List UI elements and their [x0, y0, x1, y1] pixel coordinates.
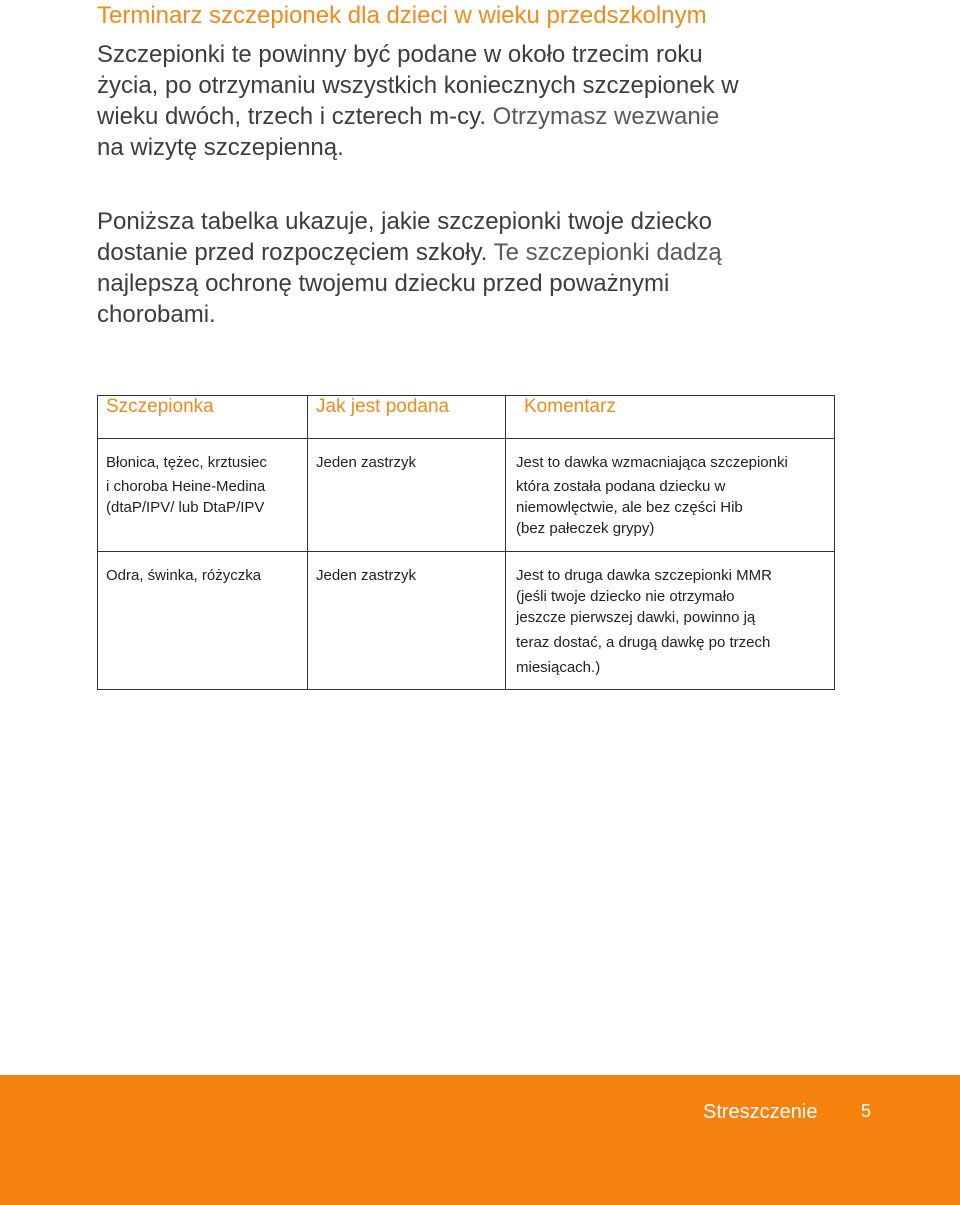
vaccine-cell	[98, 439, 308, 552]
cell-line: Odra, świnka, różyczka	[106, 567, 262, 584]
intro-line: wieku dwóch, trzech i czterech m-cy.	[97, 103, 487, 130]
intro-line: chorobami.	[97, 301, 216, 328]
intro-line: najlepszą ochronę twojemu dziecku przed poważnymi	[97, 270, 670, 297]
page-number: 5	[861, 1101, 872, 1121]
page-title: Terminarz szczepionek dla dzieci w wieku przedszkolnym	[97, 2, 707, 29]
footer-bar	[0, 1075, 960, 1205]
table-row	[98, 439, 835, 552]
footer-section-label: Streszczenie	[703, 1101, 818, 1123]
intro-line: na wizytę szczepienną.	[97, 134, 344, 161]
intro-line: Poniższa tabelka ukazuje, jakie szczepionki twoje dziecko	[97, 208, 712, 235]
cell-line: (jeśli twoje dziecko nie otrzymało	[516, 588, 735, 605]
intro-paragraph-2	[97, 206, 857, 330]
cell-line: niemowlęctwie, ale bez części Hib	[516, 499, 743, 516]
method-cell	[308, 552, 506, 690]
cell-line: miesiącach.)	[516, 659, 601, 676]
intro-line: Szczepionki te powinny być podane w około trzecim roku	[97, 41, 703, 68]
table-row	[98, 552, 835, 690]
column-header-method: Jak jest podana	[308, 396, 506, 439]
cell-line: Jeden zastrzyk	[316, 567, 417, 584]
method-cell	[308, 439, 506, 552]
comment-cell	[506, 552, 835, 690]
intro-line: życia, po otrzymaniu wszystkich koniecznych szczepionek w	[97, 72, 739, 99]
table-header-row	[98, 396, 835, 439]
cell-line: Jest to dawka wzmacniająca szczepionki	[516, 454, 788, 471]
intro-line: Otrzymasz wezwanie	[486, 103, 720, 130]
cell-line: Jeden zastrzyk	[316, 454, 417, 471]
column-header-comment: Komentarz	[506, 396, 835, 439]
cell-line: jeszcze pierwszej dawki, powinno ją	[516, 609, 756, 626]
intro-paragraph-1	[97, 39, 857, 163]
cell-line: Jest to druga dawka szczepionki MMR	[516, 567, 772, 584]
intro-line: Te szczepionki dadzą	[487, 239, 722, 266]
cell-line: (dtaP/IPV/ lub DtaP/IPV	[106, 499, 265, 516]
comment-cell	[506, 439, 835, 552]
column-header-vaccine: Szczepionka	[98, 396, 308, 439]
cell-line: (bez pałeczek grypy)	[516, 520, 655, 537]
cell-line: teraz dostać, a drugą dawkę po trzech	[516, 634, 771, 651]
cell-line: Błonica, tężec, krztusiec	[106, 454, 267, 471]
cell-line: i choroba Heine-Medina	[106, 478, 266, 495]
intro-line: dostanie przed rozpoczęciem szkoły.	[97, 239, 488, 266]
vaccine-cell	[98, 552, 308, 690]
vaccine-table	[97, 395, 835, 690]
cell-line: która została podana dziecku w	[516, 478, 726, 495]
